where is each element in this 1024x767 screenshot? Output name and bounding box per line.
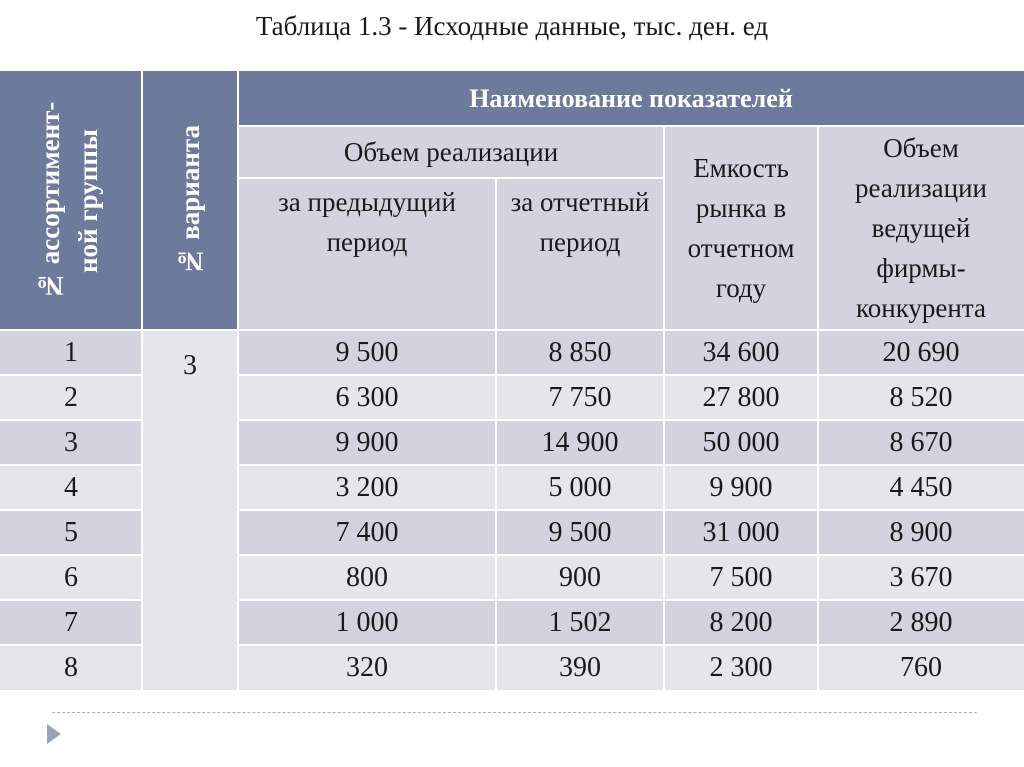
grid-line-horizontal (0, 419, 142, 421)
group-cell: 8 (0, 645, 142, 690)
variant-cell: 3 (142, 330, 238, 690)
grid-line-horizontal (0, 329, 1024, 331)
header-leader-sales: Объем реализации ведущей фирмы-конкурента (818, 126, 1024, 330)
grid-line-horizontal (0, 599, 142, 601)
grid-line-vertical (141, 71, 143, 690)
leader-sales-cell: 2 890 (818, 600, 1024, 645)
header-variant-number (142, 71, 238, 330)
group-cell: 6 (0, 555, 142, 600)
report-period-cell: 14 900 (496, 420, 664, 465)
group-cell: 5 (0, 510, 142, 555)
leader-sales-cell: 8 670 (818, 420, 1024, 465)
header-group-number-label: № ассортимент-ной группы (35, 100, 103, 301)
prev-period-cell: 9 500 (238, 330, 496, 375)
market-capacity-cell: 27 800 (664, 375, 818, 420)
grid-line-horizontal (238, 177, 664, 179)
header-market-capacity: Емкость рынка в отчетном году (664, 126, 818, 330)
header-report-period: за отчетный период (496, 178, 664, 330)
grid-line-horizontal (238, 644, 1024, 646)
prev-period-cell: 320 (238, 645, 496, 690)
group-cell: 4 (0, 465, 142, 510)
group-cell: 2 (0, 375, 142, 420)
market-capacity-cell: 50 000 (664, 420, 818, 465)
footer-divider (52, 712, 977, 713)
prev-period-cell: 3 200 (238, 465, 496, 510)
report-period-cell: 900 (496, 555, 664, 600)
header-sales-volume: Объем реализации (238, 126, 664, 178)
report-period-cell: 9 500 (496, 510, 664, 555)
header-variant-number-label: № варианта (175, 124, 205, 277)
grid-line-horizontal (0, 644, 142, 646)
grid-line-horizontal (0, 464, 142, 466)
grid-line-vertical (663, 126, 665, 690)
grid-line-horizontal (238, 464, 1024, 466)
prev-period-cell: 800 (238, 555, 496, 600)
market-capacity-cell: 2 300 (664, 645, 818, 690)
leader-sales-cell: 20 690 (818, 330, 1024, 375)
grid-line-horizontal (238, 599, 1024, 601)
header-previous-period: за предыдущий период (238, 178, 496, 330)
report-period-cell: 390 (496, 645, 664, 690)
report-period-cell: 7 750 (496, 375, 664, 420)
leader-sales-cell: 760 (818, 645, 1024, 690)
play-triangle-icon (47, 724, 61, 744)
group-cell: 7 (0, 600, 142, 645)
grid-line-vertical (237, 71, 239, 690)
report-period-cell: 5 000 (496, 465, 664, 510)
grid-line-horizontal (238, 374, 1024, 376)
report-period-cell: 8 850 (496, 330, 664, 375)
grid-line-horizontal (0, 374, 142, 376)
market-capacity-cell: 34 600 (664, 330, 818, 375)
leader-sales-cell: 4 450 (818, 465, 1024, 510)
header-group-number (0, 71, 142, 330)
prev-period-cell: 6 300 (238, 375, 496, 420)
grid-line-vertical (495, 178, 497, 690)
prev-period-cell: 1 000 (238, 600, 496, 645)
grid-line-horizontal (238, 509, 1024, 511)
grid-line-horizontal (0, 509, 142, 511)
table-title: Таблица 1.3 - Исходные данные, тыс. ден. ед (255, 11, 769, 41)
group-cell: 1 (0, 330, 142, 375)
report-period-cell: 1 502 (496, 600, 664, 645)
grid-line-vertical (817, 126, 819, 690)
market-capacity-cell: 31 000 (664, 510, 818, 555)
header-indicators: Наименование показателей (238, 71, 1024, 126)
grid-line-horizontal (238, 419, 1024, 421)
market-capacity-cell: 8 200 (664, 600, 818, 645)
prev-period-cell: 9 900 (238, 420, 496, 465)
grid-line-horizontal (0, 554, 142, 556)
group-cell: 3 (0, 420, 142, 465)
grid-line-horizontal (238, 125, 1024, 127)
leader-sales-cell: 8 520 (818, 375, 1024, 420)
grid-line-horizontal (238, 554, 1024, 556)
market-capacity-cell: 9 900 (664, 465, 818, 510)
prev-period-cell: 7 400 (238, 510, 496, 555)
market-capacity-cell: 7 500 (664, 555, 818, 600)
leader-sales-cell: 3 670 (818, 555, 1024, 600)
leader-sales-cell: 8 900 (818, 510, 1024, 555)
